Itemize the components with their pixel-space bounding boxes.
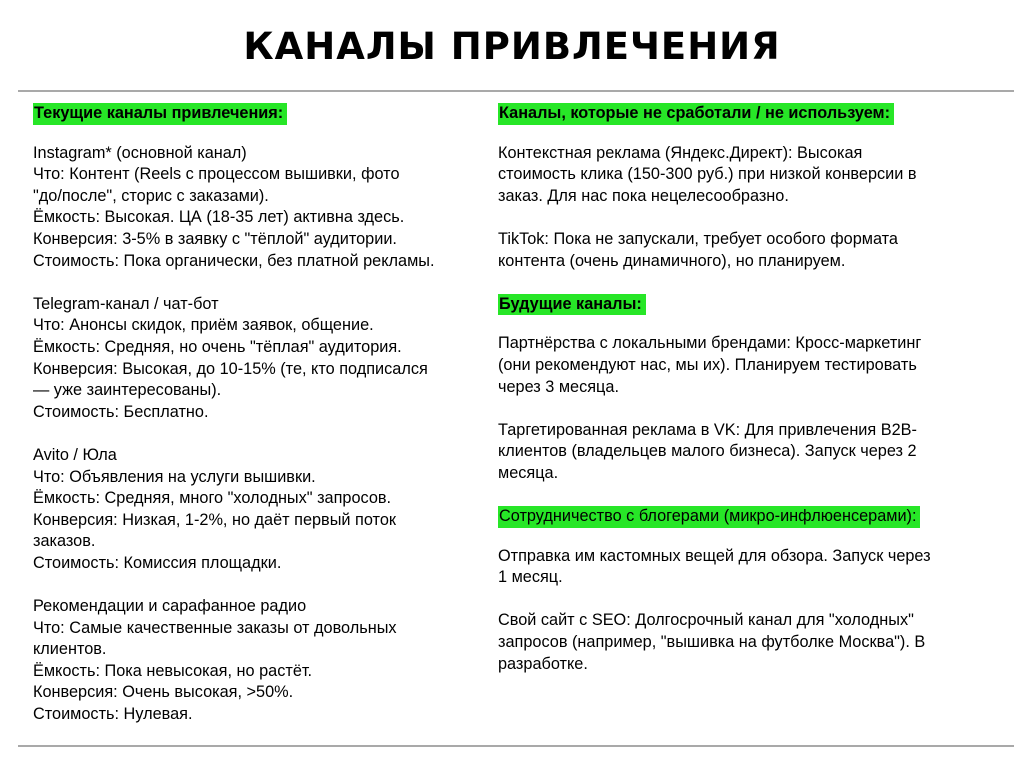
- channel-detail: Стоимость: Комиссия площадки.: [33, 553, 282, 572]
- item-text: Контекстная реклама (Яндекс.Директ): Высокая: [498, 143, 863, 162]
- channel-detail: Что: Анонсы скидок, приём заявок, общение.: [33, 316, 374, 335]
- item-text: контента (очень динамичного), но планируем.: [498, 251, 846, 270]
- channel-detail: Ёмкость: Средняя, много "холодных" запросов.: [33, 489, 392, 508]
- item-text: месяца.: [498, 463, 559, 482]
- channel-detail: Конверсия: Очень высокая, >50%.: [33, 683, 294, 702]
- channel-detail: — уже заинтересованы).: [33, 381, 222, 400]
- failed-item-context-ads: [498, 143, 988, 208]
- channel-block-referrals: [33, 596, 488, 726]
- channel-block-instagram: [33, 143, 488, 273]
- failed-item-tiktok: [498, 229, 988, 272]
- channel-detail: Стоимость: Пока органически, без платной рекламы.: [33, 251, 435, 270]
- channel-detail: Конверсия: Низкая, 1-2%, но даёт первый поток: [33, 510, 396, 529]
- channel-detail: "до/после", сторис с заказами).: [33, 186, 269, 205]
- item-text: запросов (например, "вышивка на футболке Москва"). В: [498, 633, 926, 652]
- bloggers-header: Сотрудничество с блогерами (микро-инфлюенсерами):: [498, 506, 920, 528]
- item-text: заказ. Для нас пока нецелесообразно.: [498, 186, 789, 205]
- item-text: (они рекомендуют нас, мы их). Планируем тестировать: [498, 355, 917, 374]
- item-text: клиентов (владельцев малого бизнеса). Запуск через 2: [498, 442, 917, 461]
- bloggers-item-website-seo: [498, 610, 988, 675]
- channel-name: Рекомендации и сарафанное радио: [33, 597, 307, 616]
- current-channels-column: [33, 103, 488, 726]
- channel-block-telegram: [33, 294, 488, 424]
- channel-name: Avito / Юла: [33, 445, 117, 464]
- channel-detail: заказов.: [33, 532, 96, 551]
- channel-detail: Стоимость: Нулевая.: [33, 705, 193, 724]
- item-text: Отправка им кастомных вещей для обзора. Запуск через: [498, 546, 931, 565]
- channel-name: Telegram-канал / чат-бот: [33, 294, 219, 313]
- item-text: разработке.: [498, 654, 588, 673]
- channel-detail: Конверсия: Высокая, до 10-15% (те, кто подписался: [33, 359, 428, 378]
- top-divider: [18, 90, 1014, 92]
- channel-detail: Конверсия: 3-5% в заявку с "тёплой" аудитории.: [33, 229, 397, 248]
- item-text: Таргетированная реклама в VK: Для привлечения B2B-: [498, 420, 917, 439]
- channel-detail: Что: Контент (Reels с процессом вышивки, фото: [33, 165, 400, 184]
- channel-detail: Что: Объявления на услуги вышивки.: [33, 467, 316, 486]
- item-text: стоимость клика (150-300 руб.) при низкой конверсии в: [498, 165, 917, 184]
- channel-block-avito: [33, 445, 488, 575]
- channel-detail: Ёмкость: Высокая. ЦА (18-35 лет) активна здесь.: [33, 208, 405, 227]
- item-text: через 3 месяца.: [498, 377, 619, 396]
- other-channels-column: [498, 103, 988, 675]
- channel-name: Instagram* (основной канал): [33, 143, 247, 162]
- item-text: Партнёрства с локальными брендами: Кросс-маркетинг: [498, 334, 922, 353]
- channel-detail: Что: Самые качественные заказы от довольных: [33, 618, 397, 637]
- item-text: TikTok: Пока не запускали, требует особого формата: [498, 229, 898, 248]
- channel-detail: Ёмкость: Пока невысокая, но растёт.: [33, 661, 313, 680]
- current-channels-header: Текущие каналы привлечения:: [33, 103, 287, 125]
- future-item-partnerships: [498, 333, 988, 398]
- bottom-divider: [18, 745, 1014, 747]
- bloggers-item-products: [498, 546, 988, 589]
- item-text: 1 месяц.: [498, 568, 563, 587]
- failed-channels-header: Каналы, которые не сработали / не используем:: [498, 103, 894, 125]
- item-text: Свой сайт с SEO: Долгосрочный канал для "холодных": [498, 611, 914, 630]
- future-item-vk-ads: [498, 420, 988, 485]
- channel-detail: Ёмкость: Средняя, но очень "тёплая" аудитория.: [33, 337, 402, 356]
- channel-detail: клиентов.: [33, 640, 107, 659]
- future-channels-header: Будущие каналы:: [498, 294, 646, 316]
- channel-detail: Стоимость: Бесплатно.: [33, 402, 209, 421]
- page-title: КАНАЛЫ ПРИВЛЕЧЕНИЯ: [243, 25, 781, 68]
